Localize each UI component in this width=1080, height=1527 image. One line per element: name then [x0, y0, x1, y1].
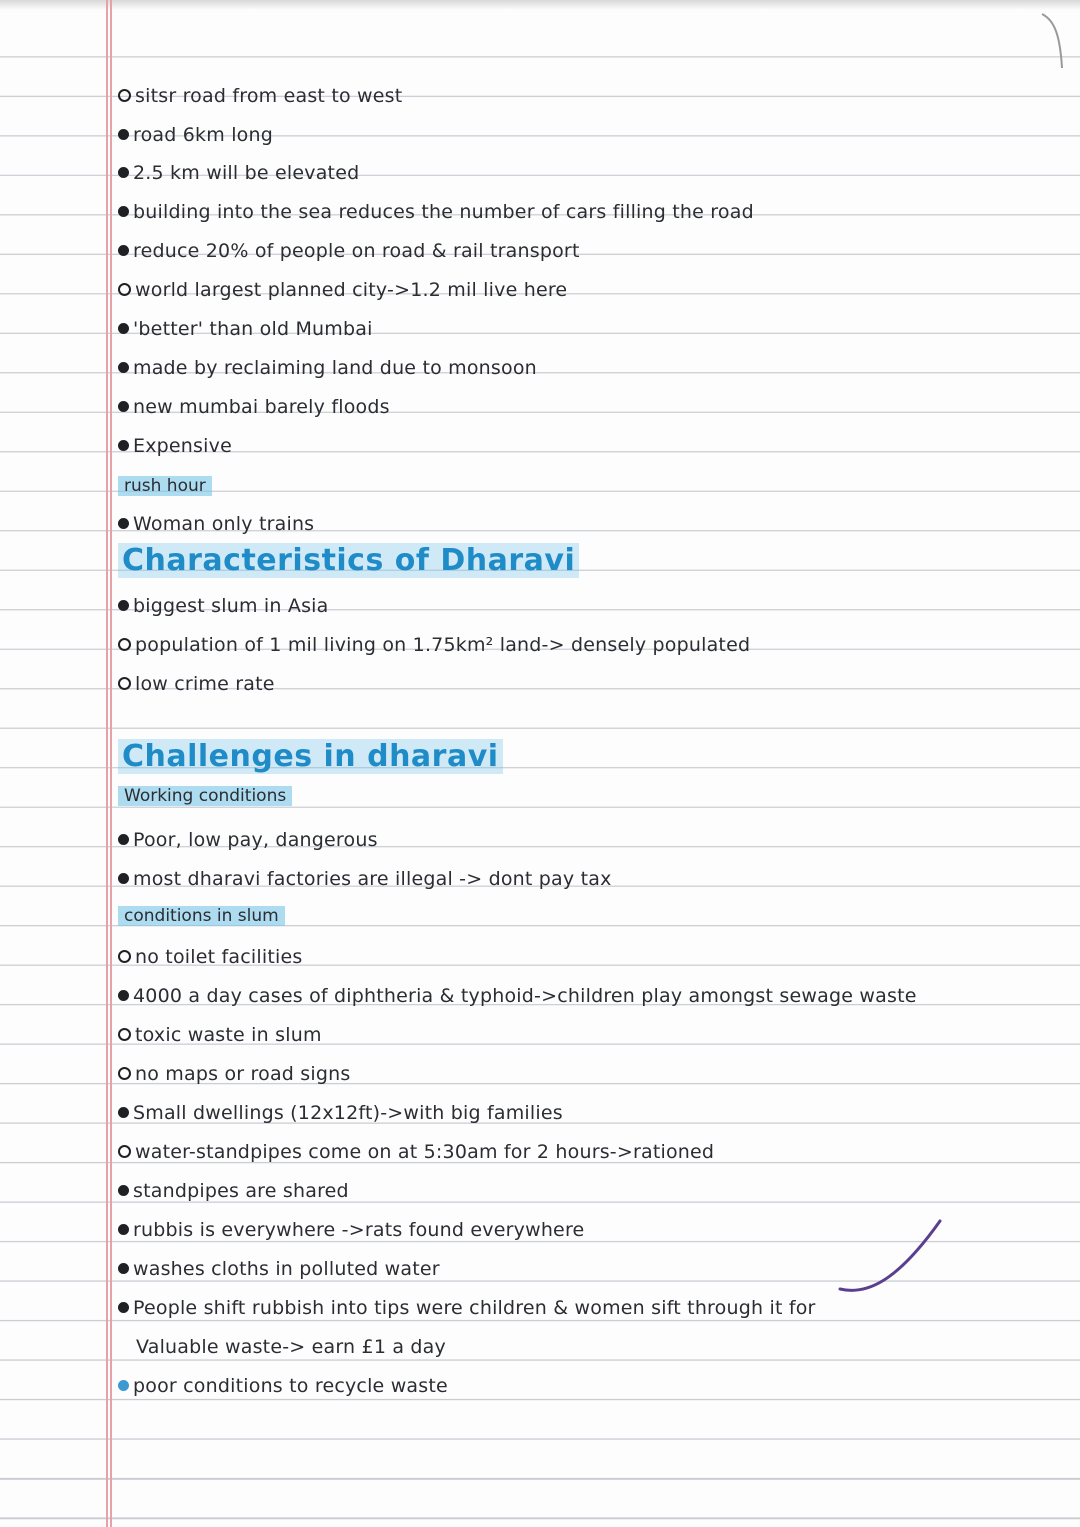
- bullet-icon: [118, 873, 129, 884]
- note-line: 'better' than old Mumbai: [118, 313, 373, 345]
- bullet-icon: [118, 1028, 131, 1041]
- bullet-icon: [118, 677, 131, 690]
- heading-challenges: Challenges in dharavi: [118, 736, 503, 778]
- note-line: washes cloths in polluted water: [118, 1253, 440, 1285]
- bullet-icon: [118, 518, 129, 529]
- note-line: Expensive: [118, 430, 232, 462]
- bullet-icon: [118, 600, 129, 611]
- note-line: new mumbai barely floods: [118, 391, 390, 423]
- note-line: world largest planned city->1.2 mil live here: [118, 274, 567, 306]
- bullet-icon: [118, 206, 129, 217]
- note-line: Small dwellings (12x12ft)->with big families: [118, 1097, 563, 1129]
- note-line: 2.5 km will be elevated: [118, 157, 359, 189]
- note-line: toxic waste in slum: [118, 1019, 322, 1051]
- note-line-continuation: Valuable waste-> earn £1 a day: [136, 1336, 446, 1358]
- bullet-icon: [118, 1107, 129, 1118]
- note-line: rubbis is everywhere ->rats found everywhere: [118, 1214, 584, 1246]
- note-line: Poor, low pay, dangerous: [118, 824, 378, 856]
- note-line: low crime rate: [118, 668, 275, 700]
- bullet-icon: [118, 638, 131, 651]
- bullet-icon: [118, 245, 129, 256]
- margin-line: [106, 0, 108, 1527]
- margin-line: [110, 0, 112, 1527]
- bullet-icon: [118, 283, 131, 296]
- note-line: no toilet facilities: [118, 941, 302, 973]
- bullet-icon: [118, 1145, 131, 1158]
- bullet-icon: [118, 440, 129, 451]
- bullet-icon: [118, 1067, 131, 1080]
- note-line: Woman only trains: [118, 508, 314, 540]
- working-conditions-label: Working conditions: [118, 782, 292, 810]
- note-line: building into the sea reduces the number of cars filling the road: [118, 196, 754, 228]
- note-line: road 6km long: [118, 119, 273, 151]
- note-line: water-standpipes come on at 5:30am for 2 hours->rationed: [118, 1136, 714, 1168]
- note-line: standpipes are shared: [118, 1175, 349, 1207]
- note-line: reduce 20% of people on road & rail transport: [118, 235, 580, 267]
- heading-characteristics: Characteristics of Dharavi: [118, 540, 579, 582]
- bullet-icon: [118, 950, 131, 963]
- bullet-icon: [118, 1224, 129, 1235]
- bullet-icon: [118, 1302, 129, 1313]
- note-line: sitsr road from east to west: [118, 80, 402, 112]
- bullet-icon: [118, 401, 129, 412]
- note-line: no maps or road signs: [118, 1058, 350, 1090]
- note-line: poor conditions to recycle waste: [118, 1370, 448, 1402]
- bullet-icon: [118, 834, 129, 845]
- bullet-icon: [118, 362, 129, 373]
- bullet-icon: [118, 1380, 129, 1391]
- note-line: made by reclaiming land due to monsoon: [118, 352, 537, 384]
- bullet-icon: [118, 1185, 129, 1196]
- bullet-icon: [118, 129, 129, 140]
- note-line: People shift rubbish into tips were children & women sift through it for: [118, 1292, 816, 1324]
- bullet-icon: [118, 167, 129, 178]
- rush-hour-label: rush hour: [118, 472, 212, 500]
- conditions-in-slum-label: conditions in slum: [118, 902, 285, 930]
- note-line: population of 1 mil living on 1.75km² land-> densely populated: [118, 629, 750, 661]
- note-line: most dharavi factories are illegal -> dont pay tax: [118, 863, 612, 895]
- note-line: 4000 a day cases of diphtheria & typhoid->children play amongst sewage waste: [118, 980, 917, 1012]
- bullet-icon: [118, 323, 129, 334]
- bullet-icon: [118, 990, 129, 1001]
- check-mark-icon: [836, 1215, 946, 1305]
- bullet-icon: [118, 1263, 129, 1274]
- bullet-icon: [118, 89, 131, 102]
- note-line: biggest slum in Asia: [118, 590, 328, 622]
